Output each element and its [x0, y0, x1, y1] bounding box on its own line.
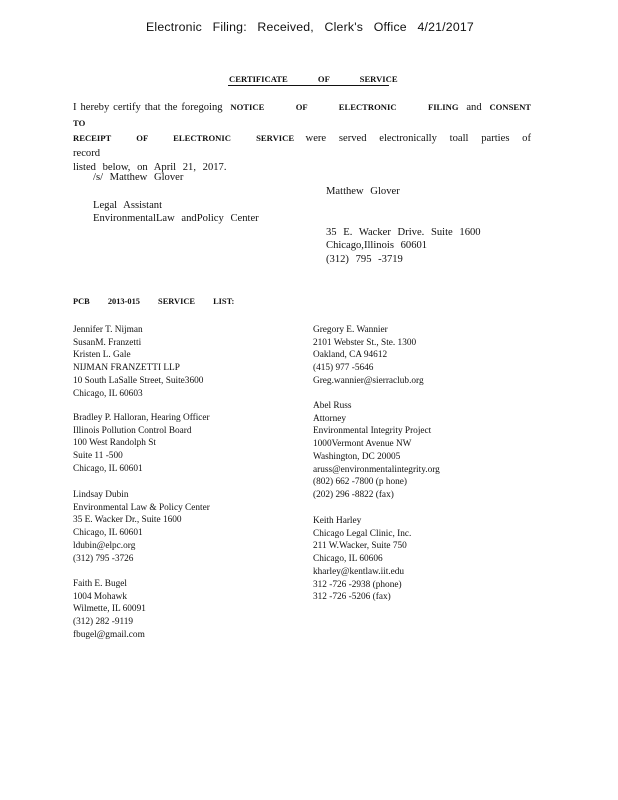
filing-stamp: Electronic Filing: Received, Clerk's Office 4/21/2017 [146, 20, 474, 34]
consent-to: CONSENT TO [73, 102, 532, 128]
service-list-title: PCB 2013-015 SERVICE LIST: [73, 297, 235, 306]
service-entry-line: Chicago, IL 60601 [73, 463, 143, 474]
service-entry-line: Bradley P. Halloran, Hearing Officer [73, 413, 210, 423]
service-entry-line: 100 West Randolph St [73, 438, 157, 449]
signer-address-street: 35 E. Wacker Drive. Suite 1600 [326, 227, 481, 238]
service-entry-email[interactable]: Greg.wannier@sierraclub.org [313, 375, 424, 386]
service-entry-line: Illinois Pollution Control Board [73, 425, 192, 436]
service-entry-line: Faith E. Bugel [73, 579, 127, 589]
service-entry-halloran [73, 412, 210, 476]
service-entry-line: Oakland, CA 94612 [313, 350, 388, 361]
service-entry-email[interactable]: ldubin@elpc.org [73, 540, 136, 551]
service-entry-line: NIJMAN FRANZETTI LLP [73, 363, 180, 374]
service-entry-email[interactable]: fbugel@gmail.com [73, 629, 145, 640]
certificate-line-2-rest: were served electronically toall parties of record [73, 133, 532, 159]
receipt-of-electronic-service: RECEIPT OF ELECTRONIC SERVICE [73, 133, 295, 144]
service-entry-email[interactable]: kharley@kentlaw.iit.edu [313, 566, 405, 577]
service-entry-line: Chicago, IL 60601 [73, 528, 143, 539]
service-entry-line: Wilmette, IL 60091 [73, 604, 146, 615]
service-entry-line: 35 E. Wacker Dr., Suite 1600 [73, 515, 182, 526]
certificate-title: CERTIFICATE OF SERVICE [229, 74, 398, 84]
service-entry-line: Environmental Law & Policy Center [73, 502, 210, 513]
service-entry-line: 10 South LaSalle Street, Suite3600 [73, 375, 204, 386]
service-entry-bugel [73, 578, 146, 642]
certificate-line-1-prefix: I hereby certify that the foregoing [73, 102, 223, 113]
service-entry-line: 1000Vermont Avenue NW [313, 439, 412, 450]
service-entry-line: Kristen L. Gale [73, 350, 131, 361]
service-entry-line: (415) 977 -5646 [313, 363, 374, 374]
service-entry-line: SusanM. Franzetti [73, 337, 142, 348]
certificate-line-1 [73, 100, 531, 131]
service-entry-line: Attorney [313, 413, 347, 424]
service-entry-line: Lindsay Dubin [73, 490, 129, 500]
service-entry-line: Environmental Integrity Project [313, 426, 432, 437]
signer-name: Matthew Glover [326, 186, 400, 197]
service-entry-wannier [313, 324, 424, 388]
service-entry-email[interactable]: aruss@environmentalintegrity.org [313, 464, 440, 475]
service-entry-nijman [73, 324, 203, 400]
service-entry-line: Chicago, IL 60606 [313, 554, 383, 565]
service-entry-line: 312 -726 -5206 (fax) [313, 592, 391, 603]
service-entry-line: 1004 Mohawk [73, 591, 127, 602]
certificate-line-3: listed below, on April 21, 2017. [73, 162, 227, 174]
certificate-line-1-and: and [466, 102, 482, 113]
service-entry-line: (802) 662 -7800 (p hone) [313, 477, 407, 488]
certificate-title-underline [228, 83, 389, 86]
service-entry-dubin [73, 489, 210, 565]
service-entry-line: Washington, DC 20005 [313, 451, 401, 462]
signer-address-city: Chicago,Illinois 60601 [326, 240, 428, 251]
service-entry-line: Chicago Legal Clinic, Inc. [313, 528, 412, 539]
service-entry-line: (312) 795 -3726 [73, 553, 134, 564]
service-entry-line: 312 -726 -2938 (phone) [313, 579, 402, 590]
service-entry-line: (202) 296 -8822 (fax) [313, 489, 394, 500]
service-entry-line: 2101 Webster St., Ste. 1300 [313, 337, 417, 348]
service-entry-line: Keith Harley [313, 516, 362, 526]
service-entry-line: Chicago, IL 60603 [73, 388, 143, 399]
service-entry-line: (312) 282 -9119 [73, 617, 134, 628]
service-entry-line: Abel Russ [313, 401, 352, 411]
signature-line: /s/ Matthew Glover [93, 172, 184, 183]
certificate-line-2 [73, 131, 531, 161]
signer-organization: EnvironmentalLaw andPolicy Center [93, 213, 259, 224]
certificate-paragraph [73, 100, 531, 176]
service-entry-harley [313, 515, 411, 604]
signer-phone: (312) 795 -3719 [326, 254, 403, 265]
service-entry-line: Gregory E. Wannier [313, 325, 388, 335]
signer-title: Legal Assistant [93, 200, 163, 211]
service-entry-line: Suite 11 -500 [73, 451, 123, 462]
service-entry-line: 211 W.Wacker, Suite 750 [313, 541, 407, 552]
service-entry-line: Jennifer T. Nijman [73, 325, 143, 335]
service-entry-russ [313, 400, 440, 502]
notice-of-electronic-filing: NOTICE OF ELECTRONIC FILING [230, 102, 459, 112]
